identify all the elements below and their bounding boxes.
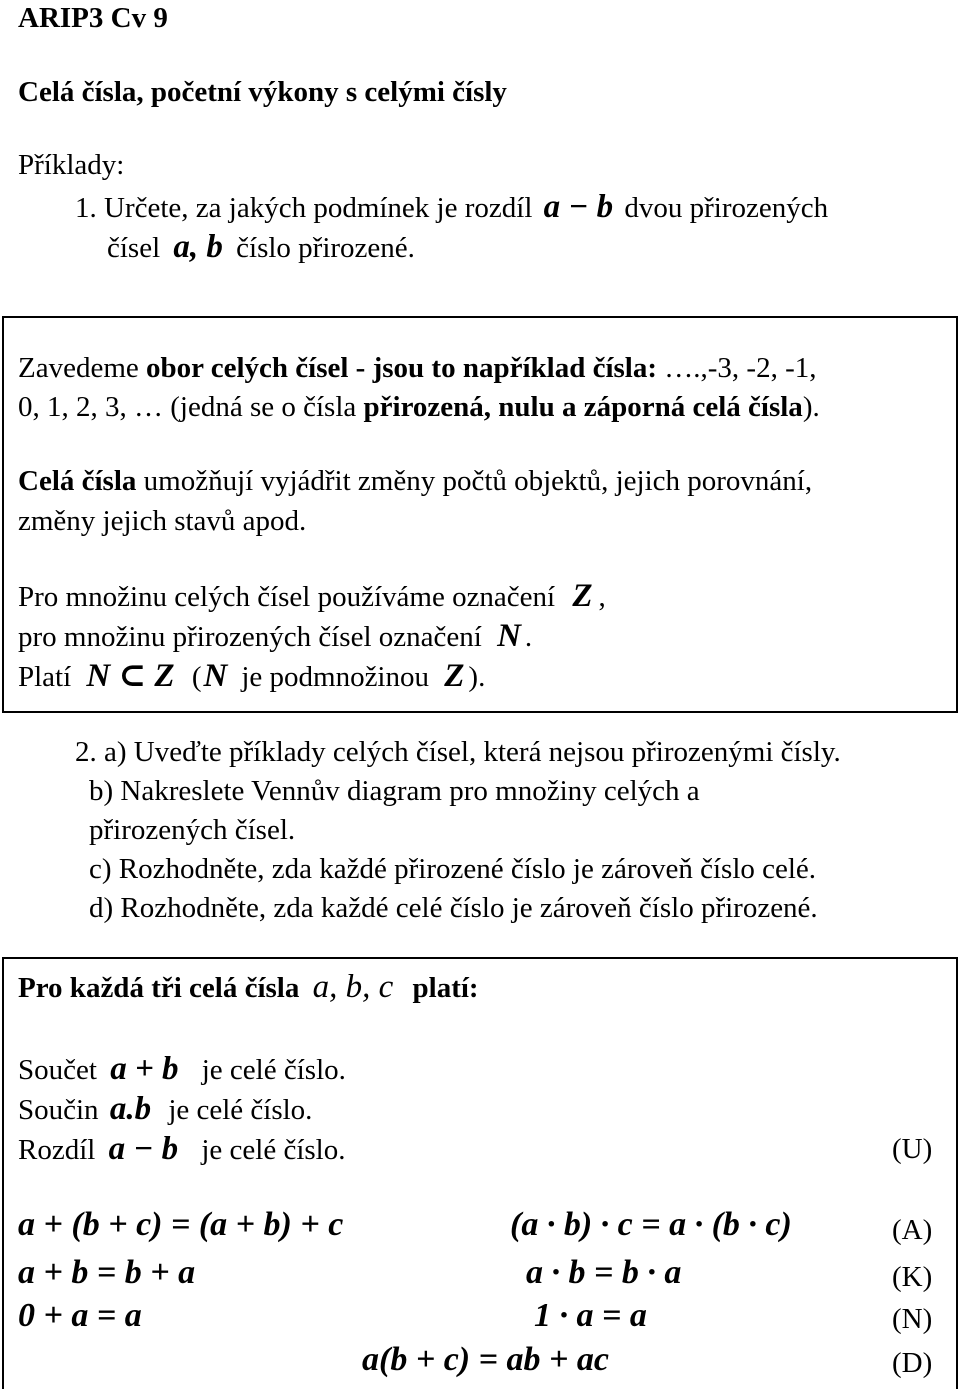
example-1-line-2 [107,231,415,264]
difference-text: je celé číslo. [201,1134,346,1166]
example-2-b-line-2: přirozených čísel. [89,814,296,846]
box1-line-3 [18,467,812,496]
box1-text-7: Pro množinu celých čísel používáme označení [18,581,556,613]
math-difference: a − b [108,1131,179,1167]
label-commutative: (K) [892,1261,933,1293]
label-associative: (A) [892,1214,933,1246]
box1-text-10: . [524,621,533,653]
label-neutral: (N) [892,1303,933,1335]
box1-text-11: Platí [18,661,72,693]
math-sum: a + b [110,1051,179,1087]
difference-label: Rozdíl [18,1134,96,1166]
box2-title [18,971,479,1004]
math-Z-2: Z [444,658,465,694]
sum-label: Součet [18,1054,97,1086]
example-2-a: 2. a) Uveďte příklady celých čísel, která nejsou přirozenými čísly. [75,736,841,768]
box1-bold-3: Celá čísla [18,465,137,497]
examples-label: Příklady: [18,149,125,181]
box1-line-6 [18,620,532,653]
section-heading: Celá čísla, početní výkony s celými čísly [18,76,507,108]
math-N-subset-Z: N ⊂ Z [86,658,175,694]
math-a-minus-b: a − b [543,189,614,225]
neutral-sum: 0 + a = a [18,1297,142,1334]
integer-properties-box [2,957,958,1389]
box1-text-12: ( [191,661,202,693]
associative-product: (a · b) · c = a · (b · c) [510,1206,792,1243]
example-1-text-b: dvou přirozených [624,192,829,224]
box1-text-2: ….,-3, -2, -1, [657,352,817,384]
product-line [18,1093,312,1126]
commutative-product: a · b = b · a [526,1254,682,1291]
product-text: je celé číslo. [168,1094,313,1126]
math-Z: Z [572,578,593,614]
box1-text-8: , [598,581,606,613]
associative-sum: a + (b + c) = (a + b) + c [18,1206,344,1243]
box1-text-6: změny jejich stavů apod. [18,505,307,537]
box1-line-5 [18,580,606,613]
box1-text-4: ). [802,391,820,423]
math-product: a.b [109,1091,152,1127]
box2-title-text: Pro každá tři celá čísla [18,972,300,1004]
difference-line [18,1133,345,1166]
box1-text-14: ). [468,661,486,693]
example-1-text-a: 1. Určete, za jakých podmínek je rozdíl [75,192,533,224]
distributive-law: a(b + c) = ab + ac [362,1341,609,1378]
box1-bold-2: přirozená, nulu a záporná celá čísla [363,391,803,423]
box2-title-post: platí: [412,972,479,1004]
box1-bold-1: obor celých čísel - jsou to například čísla: [146,352,657,384]
example-2-c: c) Rozhodněte, zda každé přirozené číslo je zároveň číslo celé. [89,853,817,885]
example-1-line-1 [75,191,828,224]
label-distributive: (D) [892,1347,933,1379]
sum-line [18,1053,346,1086]
example-2-b-line-1: b) Nakreslete Vennův diagram pro množiny celých a [89,775,700,807]
product-label: Součin [18,1094,99,1126]
commutative-sum: a + b = b + a [18,1254,196,1291]
neutral-product: 1 · a = a [534,1297,647,1334]
box1-text-1: Zavedeme [18,352,147,384]
math-a-b: a, b [173,229,223,265]
math-N: N [497,618,521,654]
box1-line-7 [18,660,485,693]
sum-text: je celé číslo. [201,1054,346,1086]
box1-text-9: pro množinu přirozených čísel označení [18,621,482,653]
example-2-d: d) Rozhodněte, zda každé celé číslo je zároveň číslo přirozené. [89,892,818,924]
example-1-text-d: číslo přirozené. [236,232,415,264]
box1-text-5: umožňují vyjádřit změny počtů objektů, jejich porovnání, [136,465,813,497]
box1-text-3: 0, 1, 2, 3, … (jedná se o čísla [18,391,364,423]
math-N-2: N [203,658,228,694]
box1-text-13: je podmnožinou [241,661,429,693]
page-title: ARIP3 Cv 9 [18,2,168,34]
example-1-text-c: čísel [107,232,161,264]
box1-line-2 [18,393,820,422]
box1-line-4 [18,507,306,536]
label-closure: (U) [892,1133,933,1165]
box1-line-1 [18,354,816,383]
math-a-b-c: a, b, c [312,969,394,1005]
